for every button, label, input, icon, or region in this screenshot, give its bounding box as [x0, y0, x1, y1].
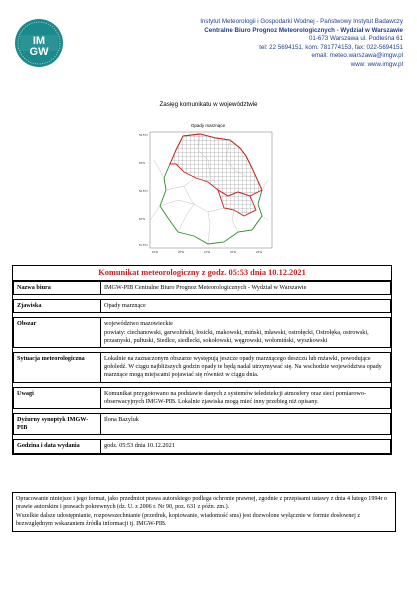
value-zjawisko: Opady marznące — [101, 300, 391, 313]
label-obszar: Obszar — [14, 318, 101, 348]
header-info — [103, 18, 403, 70]
obszar-region: województwo mazowieckie — [104, 320, 173, 328]
email[interactable]: email: meteo.warszawa@imgw.pl — [311, 52, 403, 60]
department-name: Centralne Biuro Prognoz Meteorologicznych - Wydział w Warszawie — [204, 26, 403, 34]
label-synoptyk: Dyżurny synoptyk IMGW-PIB — [14, 414, 101, 435]
y-tick-2: 53°N — [139, 161, 146, 165]
label-uwagi: Uwagi — [14, 387, 101, 408]
x-tick-5: 23°E — [256, 250, 263, 254]
value-godzina: godz. 05:53 dnia 10.12.2021 — [101, 440, 391, 453]
obszar-counties: powiaty: ciechanowski, garwoliński, łosicki, makowski, miński, mławski, ostrołęcki, Ostrołęka, ostrowski, przasnyski, pułtuski, Siedlce, siedlecki, sokołowski, węgrowski, wołomiński, wyszkowski — [104, 328, 369, 344]
row-sytuacja — [14, 353, 391, 383]
value-synoptyk: Ilona Bazyluk — [101, 414, 391, 435]
value-obszar — [101, 318, 391, 348]
disclaimer-paragraph-2: Wszelkie dalsze udostępnianie, rozpowszechnianie (przedruk, kopiowanie, wiadomość sms) jest dozwolone wyłącznie w formie dosłownej z bezwzględnym wskazaniem źródła informacji tj. IMGW-PIB. — [16, 512, 361, 528]
y-tick-4: 52°N — [139, 217, 146, 221]
row-obszar — [14, 318, 391, 348]
institute-name: Instytut Meteorologii i Gospodarki Wodnej - Państwowy Instytut Badawczy — [200, 18, 403, 25]
x-tick-1: 19°E — [152, 250, 159, 254]
document-title: Komunikat meteorologiczny z godz. 05:53 dnia 10.12.2021 — [13, 266, 391, 281]
row-zjawisko — [14, 300, 391, 313]
imgw-logo — [14, 18, 64, 68]
svg-text:IM: IM — [32, 35, 46, 47]
row-synoptyk — [14, 414, 391, 435]
value-biuro: IMGW-PIB Centralne Biuro Prognoz Meteorologicznych - Wydział w Warszawie — [101, 282, 391, 295]
x-tick-4: 22°E — [230, 250, 237, 254]
x-tick-3: 21°E — [204, 250, 211, 254]
map-title: Opady marznące — [190, 123, 226, 128]
label-biuro: Nazwa biura — [14, 282, 101, 295]
warning-table — [13, 281, 391, 454]
label-godzina: Godzina i data wydania — [14, 440, 101, 453]
copyright-disclaimer — [12, 492, 396, 532]
row-biuro — [14, 282, 391, 295]
y-tick-1: 53.5°N — [139, 133, 148, 137]
label-sytuacja: Sytuacja meteorologiczna — [14, 353, 101, 383]
label-zjawisko: Zjawiska — [14, 300, 101, 313]
x-tick-2: 20°E — [178, 250, 185, 254]
row-godzina — [14, 440, 391, 453]
map-heading: Zasięg komunikatu w województwie — [159, 101, 258, 108]
value-uwagi: Komunikat przygotowano na podstawie danych z systemów teledetekcji atmosfery oraz sieci pomiarowo-obserwacyjnych IMGW-PIB. Lokalnie zjawiska mogą mieć inny przebieg niż opisany. — [101, 387, 391, 408]
value-sytuacja: Lokalnie na zaznaczonym obszarze występują jeszcze opady marznącego deszczu lub mżawki, powodujące gołoledź. W ciągu najbliższych godzin opady te będą nadal utrzymywać się. Na wschodzie województwa opady marznące mogą miejscami pojawiać się również w ciągu dnia. — [101, 353, 391, 383]
svg-text:GW: GW — [29, 46, 49, 58]
warning-document — [12, 265, 392, 455]
row-uwagi — [14, 387, 391, 408]
y-tick-3: 52.5°N — [139, 189, 148, 193]
phone: tel: 22 5694151, kom. 781774153, fax: 022-5694151 — [259, 43, 403, 51]
warning-map — [138, 120, 278, 258]
y-tick-5: 51.5°N — [139, 243, 148, 247]
website[interactable]: www: www.imgw.pl — [350, 60, 403, 68]
disclaimer-paragraph-1: Opracowanie niniejsze i jego format, jako przedmiot prawa autorskiego podlega ochronie prawnej, zgodnie z przepisami ustawy z dnia 4 lutego 1994r o prawie autorskim i prawach pokrewnych (dz. U. z 2006 r. Nr 90, poz. 631 z późn. zm.). — [16, 496, 388, 511]
address: 01-673 Warszawa ul. Podleśna 61 — [308, 35, 403, 43]
